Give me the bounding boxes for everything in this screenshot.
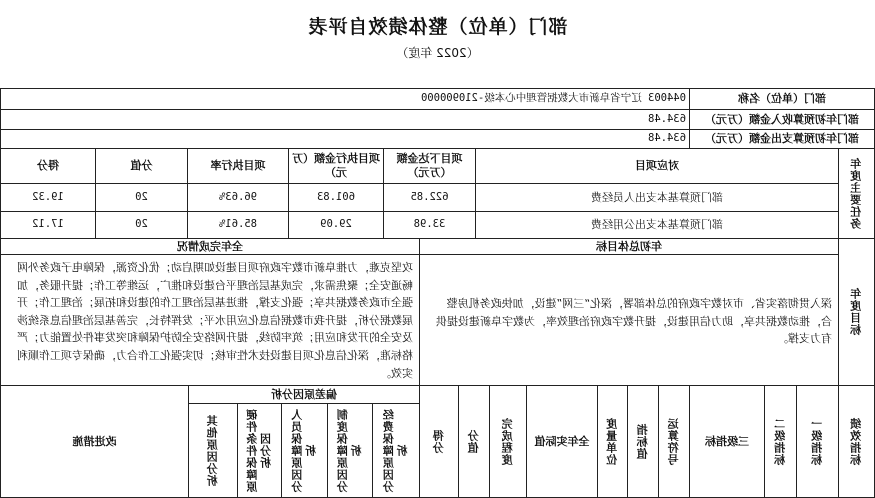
page-title: 部门（单位）整体绩效自评表	[307, 16, 568, 38]
tasks-header-item: 对应项目	[475, 148, 839, 184]
level1-header: 一级指标	[796, 385, 839, 498]
task-row-1-item: 部门预算基本支出人员经费	[475, 183, 839, 212]
task-row-1-score: 19.32	[0, 183, 96, 212]
overall-goal-header: 年初总体目标	[419, 238, 839, 255]
tasks-header-weight: 分值	[95, 148, 188, 184]
task-row-2-budget: 33.98	[383, 211, 476, 239]
deviation-header: 偏差原因分析	[188, 385, 420, 404]
unit-header: 度量单位	[597, 385, 628, 498]
task-row-1-weight: 20	[95, 183, 188, 212]
evaluation-table	[0, 88, 875, 498]
expense-label: 部门年初预算支出金额（万元）	[689, 129, 875, 149]
tasks-header-score: 得分	[0, 148, 96, 184]
actual-header: 全年实际值	[526, 385, 598, 498]
task-row-2-weight: 20	[95, 211, 188, 239]
unit-name-label: 部门（单位）名称	[689, 88, 875, 110]
task-row-1-exec: 601.83	[288, 183, 384, 212]
weight-header: 分值	[458, 385, 490, 498]
task-row-2-item: 部门预算基本支出公用经费	[475, 211, 839, 239]
rate-header: 完成程度	[489, 385, 527, 498]
level2-header: 二级指标	[764, 385, 797, 498]
unit-name-value: 044003 辽宁省阜新市大数据管理中心本级-210900000	[0, 88, 690, 110]
task-row-2-rate: 85.61%	[187, 211, 289, 239]
improve-header: 改进措施	[0, 385, 189, 498]
tasks-header-budget: 项目下达金额（万元）	[383, 148, 476, 184]
page-year: （2022 年度）	[396, 46, 479, 60]
score-header: 得分	[419, 385, 459, 498]
level3-header: 三级指标	[689, 385, 765, 498]
dev-funds-header: 经费保障原因分析	[372, 403, 420, 498]
perf-indicator-header: 绩效指标	[838, 385, 875, 498]
completion-header: 全年完成情况	[0, 238, 420, 255]
income-label: 部门年初预算收入金额（万元）	[689, 109, 875, 130]
dev-system-header: 制度保障原因分析	[327, 403, 373, 498]
tasks-header-exec: 项目执行金额（万元）	[288, 148, 384, 184]
dev-hardware-header: 硬件条件保障原因分析	[237, 403, 282, 498]
calc-header: 运算符号	[658, 385, 690, 498]
income-value: 634.48	[0, 109, 690, 130]
dev-staff-header: 人员保障原因分析	[281, 403, 328, 498]
tasks-header-rate: 项目执行率	[187, 148, 289, 184]
tasks-section-label: 年度主要任务	[838, 148, 875, 239]
overall-goal-text: 深入贯彻落实省、市对数字政府的总体部署，深化“三网”建设，加快政务机房整合，推动数据共享，助力信用建设，提升数字政府治理效率，为数字阜新建设提供有力支撑。	[419, 254, 839, 386]
completion-text: 攻坚克难，力推阜新市数字政府项目建设如期启动；优化资源，保障电子政务外网畅通安全；聚焦需求，完成基层治理平台建设和推广，运维等工作；提升服务，加强全市政务数据共享；强化支撑，推进基层治理工作的建设和拓展；治理工作；开展数据分析，提升我市数据信息化应用水平；发挥特长，完善基层治理信息系统涉及安全的开发和应用；筑牢防线，提升网络安全防护保障和突发事件处置能力；严格标准，深化信息化项目建设技术性审核；切实强化工作合力，确保专项工作顺利实效。	[0, 254, 420, 386]
dev-other-header: 其他原因分析	[188, 403, 238, 498]
expense-value: 634.48	[0, 129, 690, 149]
goals-section-label: 年度目标	[838, 238, 875, 386]
task-row-2-exec: 29.09	[288, 211, 384, 239]
task-row-1-rate: 96.63%	[187, 183, 289, 212]
target-header: 指标值	[627, 385, 659, 498]
task-row-1-budget: 622.85	[383, 183, 476, 212]
task-row-2-score: 17.12	[0, 211, 96, 239]
